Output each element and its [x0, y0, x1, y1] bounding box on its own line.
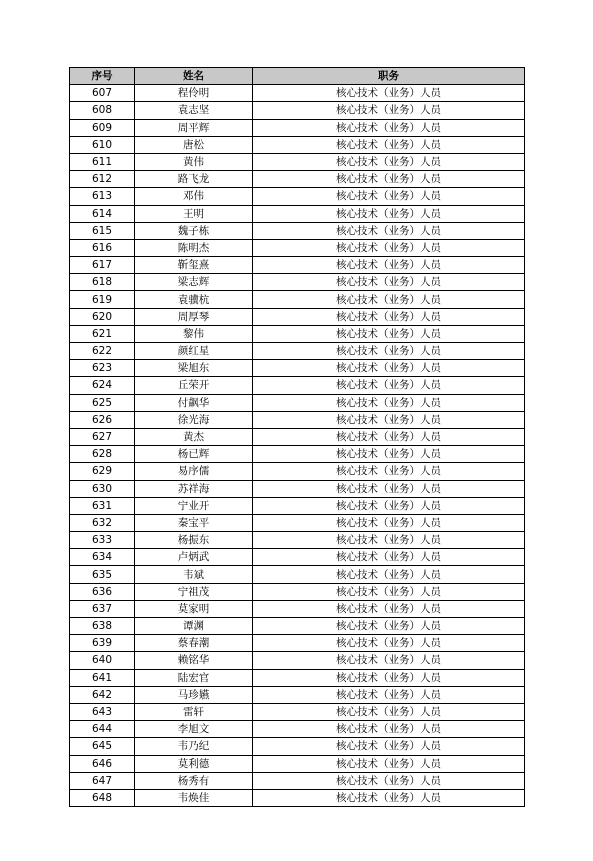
row-name: 莫家明 — [135, 600, 253, 617]
row-name: 颜红星 — [135, 343, 253, 360]
row-index: 638 — [70, 618, 135, 635]
row-position: 核心技术（业务）人员 — [253, 566, 525, 583]
row-index: 645 — [70, 738, 135, 755]
row-name: 卢炳武 — [135, 549, 253, 566]
row-index: 628 — [70, 446, 135, 463]
row-index: 627 — [70, 428, 135, 445]
row-position: 核心技术（业务）人员 — [253, 428, 525, 445]
row-position: 核心技术（业务）人员 — [253, 188, 525, 205]
row-position: 核心技术（业务）人员 — [253, 446, 525, 463]
row-index: 618 — [70, 274, 135, 291]
row-index: 646 — [70, 755, 135, 772]
row-index: 613 — [70, 188, 135, 205]
row-index: 633 — [70, 532, 135, 549]
row-name: 马珍嬿 — [135, 686, 253, 703]
row-name: 杨秀有 — [135, 772, 253, 789]
table-row — [70, 119, 525, 136]
table-row — [70, 549, 525, 566]
row-position: 核心技术（业务）人员 — [253, 652, 525, 669]
row-index: 632 — [70, 514, 135, 531]
table-row — [70, 600, 525, 617]
row-name: 丘荣开 — [135, 377, 253, 394]
row-position: 核心技术（业务）人员 — [253, 394, 525, 411]
table-row — [70, 343, 525, 360]
row-position: 核心技术（业务）人员 — [253, 618, 525, 635]
row-name: 雷轩 — [135, 703, 253, 720]
row-index: 634 — [70, 549, 135, 566]
table-row — [70, 514, 525, 531]
row-index: 640 — [70, 652, 135, 669]
row-position: 核心技术（业务）人员 — [253, 703, 525, 720]
row-position: 核心技术（业务）人员 — [253, 669, 525, 686]
row-position: 核心技术（业务）人员 — [253, 772, 525, 789]
row-position: 核心技术（业务）人员 — [253, 85, 525, 102]
row-name: 邓伟 — [135, 188, 253, 205]
row-name: 陈明杰 — [135, 239, 253, 256]
row-index: 609 — [70, 119, 135, 136]
row-name: 周厚琴 — [135, 308, 253, 325]
row-index: 610 — [70, 136, 135, 153]
table-row — [70, 274, 525, 291]
row-position: 核心技术（业务）人员 — [253, 411, 525, 428]
table-row — [70, 291, 525, 308]
row-index: 624 — [70, 377, 135, 394]
row-position: 核心技术（业务）人员 — [253, 325, 525, 342]
row-index: 642 — [70, 686, 135, 703]
table-row — [70, 755, 525, 772]
row-index: 648 — [70, 789, 135, 806]
row-position: 核心技术（业务）人员 — [253, 257, 525, 274]
row-index: 630 — [70, 480, 135, 497]
table-row — [70, 377, 525, 394]
row-index: 611 — [70, 153, 135, 170]
row-index: 631 — [70, 497, 135, 514]
row-index: 614 — [70, 205, 135, 222]
table-row — [70, 205, 525, 222]
row-name: 付飙华 — [135, 394, 253, 411]
table-row — [70, 171, 525, 188]
row-position: 核心技术（业务）人员 — [253, 171, 525, 188]
row-name: 宁业开 — [135, 497, 253, 514]
row-name: 陆宏官 — [135, 669, 253, 686]
table-row — [70, 618, 525, 635]
row-index: 635 — [70, 566, 135, 583]
table-row — [70, 85, 525, 102]
table-body — [70, 85, 525, 807]
row-position: 核心技术（业务）人员 — [253, 377, 525, 394]
table-row — [70, 480, 525, 497]
table-row — [70, 738, 525, 755]
table-row — [70, 394, 525, 411]
row-name: 苏祥海 — [135, 480, 253, 497]
row-index: 615 — [70, 222, 135, 239]
row-index: 647 — [70, 772, 135, 789]
row-name: 莫利德 — [135, 755, 253, 772]
row-position: 核心技术（业务）人员 — [253, 136, 525, 153]
table-row — [70, 428, 525, 445]
row-index: 639 — [70, 635, 135, 652]
table-row — [70, 703, 525, 720]
header-index: 序号 — [70, 68, 135, 85]
row-position: 核心技术（业务）人员 — [253, 721, 525, 738]
table-row — [70, 583, 525, 600]
row-name: 靳玺熹 — [135, 257, 253, 274]
row-position: 核心技术（业务）人员 — [253, 635, 525, 652]
row-position: 核心技术（业务）人员 — [253, 480, 525, 497]
table-row — [70, 635, 525, 652]
row-name: 黄伟 — [135, 153, 253, 170]
row-name: 易序儒 — [135, 463, 253, 480]
row-index: 616 — [70, 239, 135, 256]
row-index: 626 — [70, 411, 135, 428]
row-position: 核心技术（业务）人员 — [253, 600, 525, 617]
row-name: 杨振东 — [135, 532, 253, 549]
row-name: 袁骥杭 — [135, 291, 253, 308]
row-position: 核心技术（业务）人员 — [253, 686, 525, 703]
row-position: 核心技术（业务）人员 — [253, 102, 525, 119]
row-name: 周平辉 — [135, 119, 253, 136]
table-row — [70, 446, 525, 463]
table-row — [70, 566, 525, 583]
table-row — [70, 257, 525, 274]
table-row — [70, 188, 525, 205]
row-position: 核心技术（业务）人员 — [253, 514, 525, 531]
row-index: 637 — [70, 600, 135, 617]
table-row — [70, 497, 525, 514]
row-name: 韦焕佳 — [135, 789, 253, 806]
row-name: 秦宝平 — [135, 514, 253, 531]
table-row — [70, 652, 525, 669]
row-index: 620 — [70, 308, 135, 325]
row-position: 核心技术（业务）人员 — [253, 583, 525, 600]
table-row — [70, 686, 525, 703]
row-name: 梁志辉 — [135, 274, 253, 291]
row-position: 核心技术（业务）人员 — [253, 291, 525, 308]
row-position: 核心技术（业务）人员 — [253, 463, 525, 480]
row-name: 魏子栋 — [135, 222, 253, 239]
table-row — [70, 102, 525, 119]
row-name: 徐光海 — [135, 411, 253, 428]
row-index: 636 — [70, 583, 135, 600]
table-row — [70, 153, 525, 170]
header-name: 姓名 — [135, 68, 253, 85]
row-index: 644 — [70, 721, 135, 738]
row-name: 李旭文 — [135, 721, 253, 738]
row-name: 程伶明 — [135, 85, 253, 102]
row-index: 622 — [70, 343, 135, 360]
row-position: 核心技术（业务）人员 — [253, 789, 525, 806]
row-index: 619 — [70, 291, 135, 308]
row-name: 韦乃纪 — [135, 738, 253, 755]
table-row — [70, 532, 525, 549]
row-index: 641 — [70, 669, 135, 686]
table-row — [70, 772, 525, 789]
table-header-row — [70, 68, 525, 85]
row-position: 核心技术（业务）人员 — [253, 308, 525, 325]
row-index: 608 — [70, 102, 135, 119]
personnel-table-container — [69, 67, 524, 807]
table-row — [70, 308, 525, 325]
row-name: 宁祖茂 — [135, 583, 253, 600]
row-index: 629 — [70, 463, 135, 480]
table-row — [70, 669, 525, 686]
row-position: 核心技术（业务）人员 — [253, 119, 525, 136]
row-name: 王明 — [135, 205, 253, 222]
row-name: 黎伟 — [135, 325, 253, 342]
row-name: 唐松 — [135, 136, 253, 153]
table-row — [70, 789, 525, 806]
table-row — [70, 411, 525, 428]
row-position: 核心技术（业务）人员 — [253, 205, 525, 222]
row-name: 谭渊 — [135, 618, 253, 635]
row-name: 韦斌 — [135, 566, 253, 583]
row-position: 核心技术（业务）人员 — [253, 497, 525, 514]
row-name: 蔡春潮 — [135, 635, 253, 652]
row-position: 核心技术（业务）人员 — [253, 755, 525, 772]
row-position: 核心技术（业务）人员 — [253, 360, 525, 377]
table-row — [70, 721, 525, 738]
row-index: 621 — [70, 325, 135, 342]
row-position: 核心技术（业务）人员 — [253, 153, 525, 170]
row-name: 袁志坚 — [135, 102, 253, 119]
row-position: 核心技术（业务）人员 — [253, 738, 525, 755]
table-row — [70, 239, 525, 256]
row-index: 617 — [70, 257, 135, 274]
row-position: 核心技术（业务）人员 — [253, 532, 525, 549]
row-index: 643 — [70, 703, 135, 720]
row-position: 核心技术（业务）人员 — [253, 239, 525, 256]
table-row — [70, 222, 525, 239]
row-position: 核心技术（业务）人员 — [253, 222, 525, 239]
header-position: 职务 — [253, 68, 525, 85]
row-position: 核心技术（业务）人员 — [253, 549, 525, 566]
row-index: 607 — [70, 85, 135, 102]
table-row — [70, 325, 525, 342]
row-index: 623 — [70, 360, 135, 377]
table-row — [70, 463, 525, 480]
row-position: 核心技术（业务）人员 — [253, 274, 525, 291]
row-name: 黄杰 — [135, 428, 253, 445]
table-row — [70, 360, 525, 377]
row-index: 625 — [70, 394, 135, 411]
table-row — [70, 136, 525, 153]
row-position: 核心技术（业务）人员 — [253, 343, 525, 360]
row-name: 梁旭东 — [135, 360, 253, 377]
row-index: 612 — [70, 171, 135, 188]
row-name: 赖铭华 — [135, 652, 253, 669]
row-name: 路飞龙 — [135, 171, 253, 188]
personnel-table — [69, 67, 525, 807]
row-name: 杨已辉 — [135, 446, 253, 463]
